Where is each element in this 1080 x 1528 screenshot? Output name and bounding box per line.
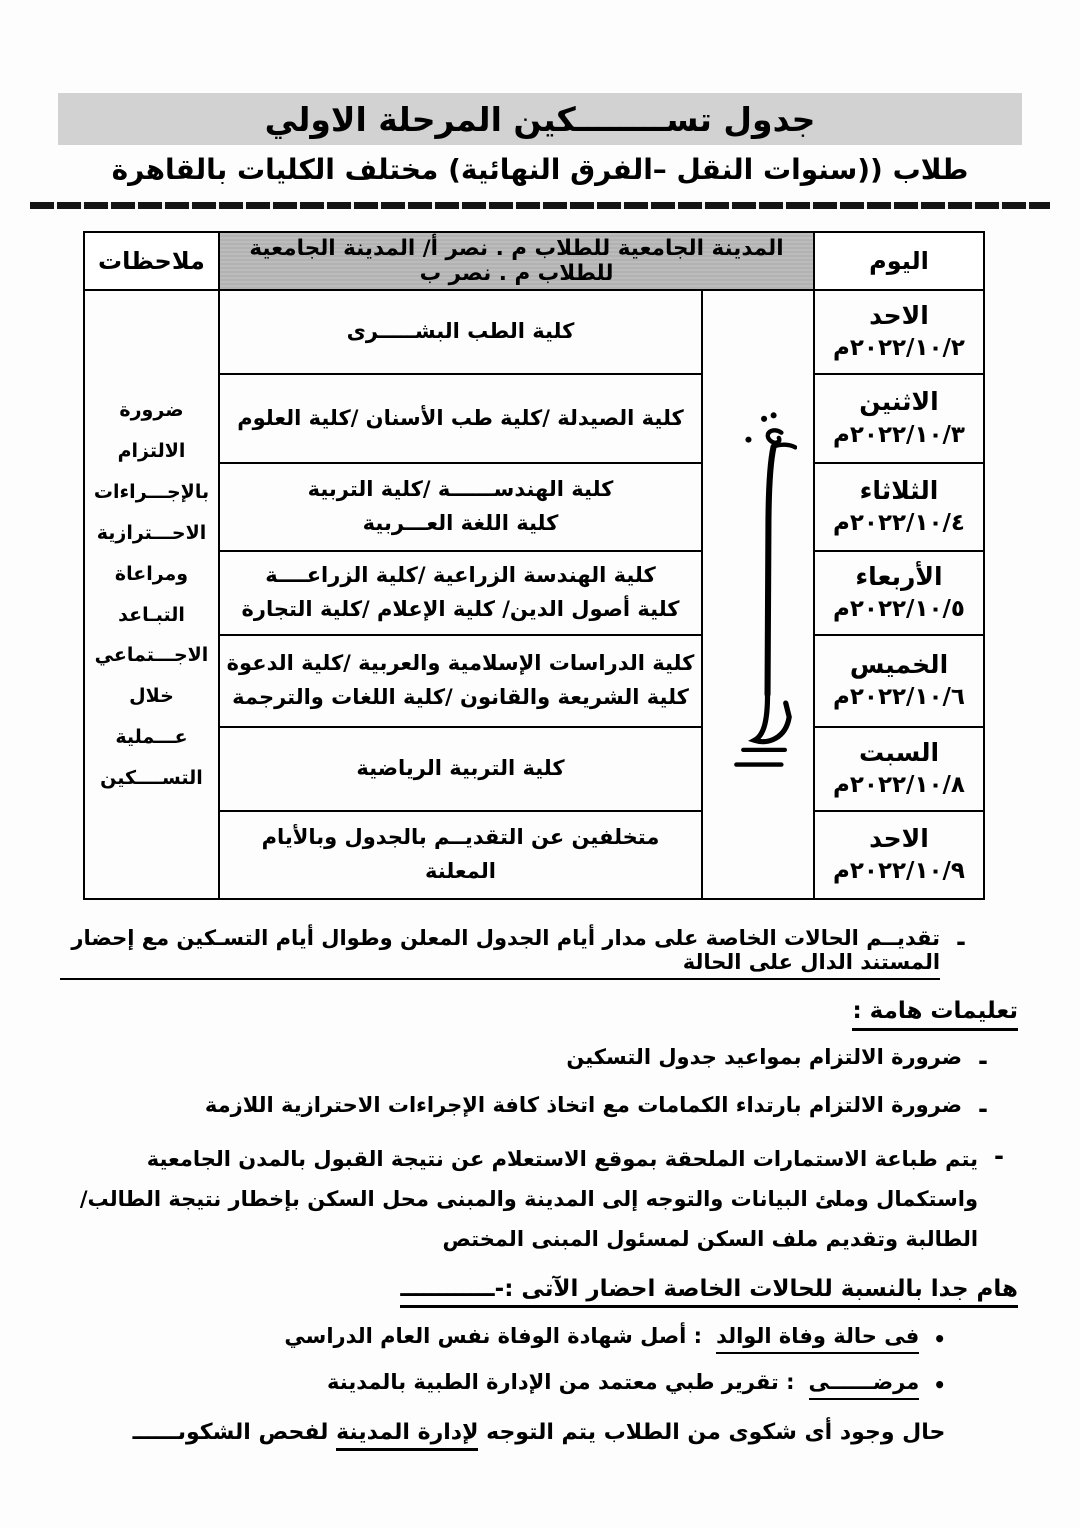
day-name: الخميس [849, 649, 949, 679]
day-name: الاحد [869, 823, 929, 853]
separator-rule [30, 202, 1050, 209]
footer-notes [60, 926, 1018, 1445]
vertical-calligraphy-mark [719, 378, 797, 808]
bullet-label: فى حالة وفاة الوالد [716, 1324, 919, 1354]
bullet-text: : أصل شهادة الوفاة نفس العام الدراسي [284, 1323, 703, 1348]
faculty-line: كلية اللغة العـــربية [362, 511, 559, 535]
notes-cell: ضرورة الالتزام بالإجـــراءات الاحـــترازية ومراعاة التبـاعد الاجـــتماعي خلال عـــملية التســــكين [84, 290, 219, 899]
underline-extension: ــــــ [132, 1419, 178, 1445]
table-header-row [84, 232, 984, 290]
day-date: ٢٠٢٢/١٠/٤م [833, 510, 965, 537]
faculty-line: كلية التربية الرياضية [356, 756, 565, 781]
day-cell [814, 727, 984, 811]
instruction-item [60, 1093, 1018, 1127]
day-date: ٢٠٢٢/١٠/٢م [833, 335, 965, 362]
faculty-cell [219, 290, 702, 374]
special-cases-text: تقديــم الحالات الخاصة على مدار أيام الجدول المعلن وطوال أيام التسـكين مع إحضار المستند الدال على الحالة [60, 926, 940, 980]
header-day: اليوم [814, 232, 984, 290]
instruction-text: ضرورة الالتزام بارتداء الكمامات مع اتخاذ كافة الإجراءات الاحترازية اللازمة [204, 1092, 963, 1117]
complaint-line [60, 1420, 1018, 1445]
bullet-icon: • [933, 1372, 946, 1397]
day-date: ٢٠٢٢/١٠/٥م [833, 596, 965, 623]
faculty-cell [219, 551, 702, 635]
special-cases-line [60, 926, 1018, 980]
faculty-line: كلية الهندســــــة /كلية التربية [307, 477, 614, 502]
faculty-cell [219, 727, 702, 811]
day-cell [814, 290, 984, 374]
table-row [84, 374, 984, 463]
bullet-item [60, 1324, 1018, 1354]
day-name: السبت [858, 737, 940, 767]
table-row [84, 551, 984, 635]
day-name: الاثنين [859, 387, 939, 417]
table-row [84, 727, 984, 811]
day-date: ٢٠٢٢/١٠/٩م [833, 858, 965, 885]
table-row [84, 811, 984, 899]
table-row [84, 463, 984, 551]
table-row [84, 290, 984, 374]
bullet-text: : تقرير طبي معتمد من الإدارة الطبية بالمدينة [327, 1369, 795, 1394]
faculty-line: كلية الشريعة والقانون /كلية اللغات والترجمة [232, 685, 689, 709]
day-cell [814, 463, 984, 551]
faculty-cell [219, 635, 702, 727]
page-title: جدول تســــــــكين المرحلة الاولي [264, 99, 816, 139]
faculty-cell [219, 374, 702, 463]
day-name: الاحد [869, 300, 929, 330]
page-subtitle: طلاب ((سنوات النقل –الفرق النهائية) مختلف الكليات بالقاهرة [111, 153, 969, 186]
complaint-text: لفحص الشكوى [177, 1419, 337, 1445]
bullet-label: مرضــــــى [809, 1370, 920, 1400]
dash-marker: - [978, 1047, 988, 1075]
underline-extension: ــــــــــــ [400, 1275, 495, 1302]
faculty-line: كلية أصول الدين/ كلية الإعلام /كلية التجارة [241, 597, 680, 621]
complaint-emphasis: لإدارة المدينة [336, 1420, 478, 1451]
faculty-cell [219, 811, 702, 899]
day-date: ٢٠٢٢/١٠/٨م [833, 772, 965, 799]
faculty-line: كلية الصيدلة /كلية طب الأسنان /كلية العلوم [237, 405, 684, 430]
header-city: المدينة الجامعية للطلاب م . نصر أ/ المدينة الجامعية للطلاب م . نصر ب [219, 232, 814, 290]
day-date: ٢٠٢٢/١٠/٦م [833, 684, 965, 711]
faculty-line: متخلفين عن التقديــم بالجدول وبالأيام المعلنة [261, 825, 660, 883]
instruction-text: ضرورة الالتزام بمواعيد جدول التسكين [566, 1045, 963, 1069]
instruction-item [60, 1140, 1018, 1260]
bullet-icon: • [933, 1326, 946, 1351]
dash-marker: - [956, 928, 966, 956]
instructions-title: تعليمات هامة : [852, 998, 1018, 1031]
faculty-cell [219, 463, 702, 551]
day-name: الثلاثاء [859, 475, 939, 505]
faculty-line: كلية الطب البشـــــرى [346, 319, 575, 344]
dash-marker: - [978, 1094, 988, 1123]
day-cell [814, 551, 984, 635]
day-cell [814, 811, 984, 899]
table-row [84, 635, 984, 727]
instruction-text: يتم طباعة الاستمارات الملحقة بموقع الاستعلام عن نتيجة القبول بالمدن الجامعية واستكمال وملئ البيانات والتوجه إلى المدينة والمبنى محل السكن بإخطار نتيجة الطالب/الطالبة وتقديم ملف السكن لمسئول المبنى المختص [79, 1147, 979, 1251]
dash-marker: - [994, 1142, 1004, 1171]
important-heading-line [60, 1276, 1018, 1308]
day-cell [814, 635, 984, 727]
bullet-item [60, 1370, 1018, 1400]
faculty-line: كلية الهندسة الزراعية /كلية الزراعــــة [265, 563, 656, 588]
housing-schedule-table [83, 231, 985, 900]
complaint-text: حال وجود أى شكوى من الطلاب يتم التوجه [478, 1419, 946, 1445]
vertical-mark-cell [702, 290, 814, 899]
day-date: ٢٠٢٢/١٠/٣م [833, 421, 965, 448]
day-name: الأربعاء [855, 561, 943, 591]
day-cell [814, 374, 984, 463]
important-heading [400, 1276, 1018, 1308]
header-notes: ملاحظات [84, 232, 219, 290]
instruction-item [60, 1045, 1018, 1079]
title-banner [58, 93, 1022, 145]
faculty-line: كلية الدراسات الإسلامية والعربية /كلية الدعوة [226, 651, 695, 676]
important-heading-text: هام جدا بالنسبة للحالات الخاصة احضار الآتى :- [494, 1275, 1018, 1302]
